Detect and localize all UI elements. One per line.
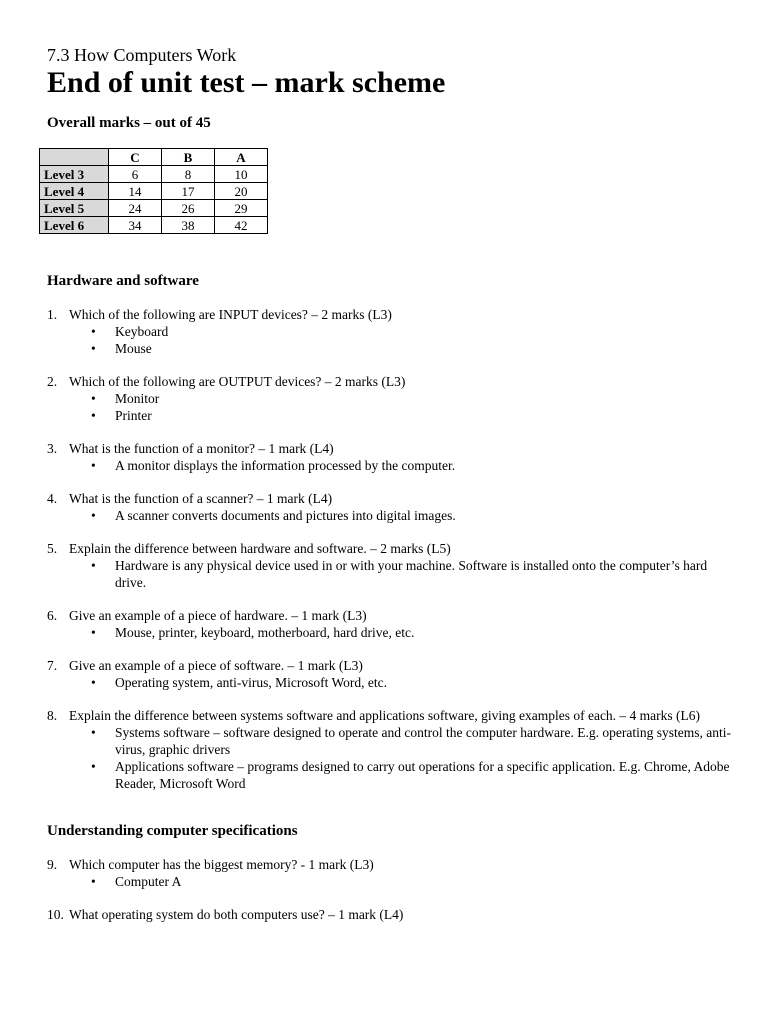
level-label: Level 3 — [40, 166, 109, 183]
question-number: 8. — [47, 708, 58, 723]
grade-cell: 8 — [162, 166, 215, 183]
answer-list — [69, 624, 737, 641]
table-row — [40, 200, 268, 217]
grade-cell: 42 — [215, 217, 268, 234]
answer-list — [69, 873, 737, 890]
level-label: Level 4 — [40, 183, 109, 200]
answer-item: • Mouse — [91, 341, 152, 356]
bullet-icon: • — [91, 558, 96, 573]
grade-cell: 29 — [215, 200, 268, 217]
bullet-icon: • — [91, 458, 96, 473]
question-item — [47, 490, 737, 524]
question-item — [47, 440, 737, 474]
question-text: Give an example of a piece of software. – 1 mark (L3) — [69, 658, 363, 673]
unit-subtitle: 7.3 How Computers Work — [47, 45, 237, 65]
bullet-icon: • — [91, 391, 96, 406]
answer-item: • Monitor — [91, 391, 160, 406]
question-list — [47, 856, 737, 923]
bullet-icon: • — [91, 759, 96, 774]
answer-item: • A monitor displays the information processed by the computer. — [91, 458, 456, 473]
question-text: What operating system do both computers use? – 1 mark (L4) — [69, 907, 404, 922]
overall-marks-heading: Overall marks – out of 45 — [47, 115, 211, 131]
answer-item: • Keyboard — [91, 324, 169, 339]
column-header-b: B — [162, 149, 215, 166]
grade-cell: 10 — [215, 166, 268, 183]
answer-list — [69, 674, 737, 691]
question-item — [47, 607, 737, 641]
grade-cell: 26 — [162, 200, 215, 217]
answer-item: • Hardware is any physical device used in or with your machine. Software is installed onto the computer’s hard drive. — [91, 558, 708, 590]
answer-item: • Operating system, anti-virus, Microsoft Word, etc. — [91, 675, 387, 690]
bullet-icon: • — [91, 675, 96, 690]
answer-list — [69, 724, 737, 792]
grade-cell: 38 — [162, 217, 215, 234]
table-row — [40, 183, 268, 200]
grade-cell: 6 — [109, 166, 162, 183]
answer-list — [69, 390, 737, 424]
level-label: Level 6 — [40, 217, 109, 234]
bullet-icon: • — [91, 625, 96, 640]
table-corner-cell — [40, 149, 109, 166]
question-number: 10. — [47, 907, 64, 922]
answer-list — [69, 557, 737, 591]
question-text: Which computer has the biggest memory? - 1 mark (L3) — [69, 857, 374, 872]
grade-cell: 34 — [109, 217, 162, 234]
answer-list — [69, 323, 737, 357]
question-item — [47, 906, 737, 923]
bullet-icon: • — [91, 341, 96, 356]
answer-item: • Applications software – programs designed to carry out operations for a specific application. E.g. Chrome, Adobe Reader, Microsoft Word — [91, 759, 730, 791]
question-number: 2. — [47, 374, 58, 389]
question-number: 9. — [47, 857, 58, 872]
answer-item: • A scanner converts documents and pictures into digital images. — [91, 508, 456, 523]
question-text: What is the function of a scanner? – 1 mark (L4) — [69, 491, 333, 506]
answer-item: • Printer — [91, 408, 152, 423]
answer-list — [69, 457, 737, 474]
question-number: 3. — [47, 441, 58, 456]
question-item — [47, 707, 737, 792]
column-header-c: C — [109, 149, 162, 166]
question-text: Explain the difference between hardware and software. – 2 marks (L5) — [69, 541, 451, 556]
bullet-icon: • — [91, 408, 96, 423]
question-item — [47, 373, 737, 424]
question-item — [47, 540, 737, 591]
bullet-icon: • — [91, 725, 96, 740]
grade-boundaries-table — [39, 148, 268, 234]
question-item — [47, 306, 737, 357]
column-header-a: A — [215, 149, 268, 166]
grade-cell: 17 — [162, 183, 215, 200]
grade-cell: 24 — [109, 200, 162, 217]
question-item — [47, 657, 737, 691]
document-page — [44, 44, 737, 923]
bullet-icon: • — [91, 324, 96, 339]
section-heading-computer-specifications: Understanding computer specifications — [47, 823, 298, 839]
table-row — [40, 166, 268, 183]
question-number: 5. — [47, 541, 58, 556]
answer-item: • Computer A — [91, 874, 182, 889]
page-title: End of unit test – mark scheme — [47, 66, 446, 99]
question-text: Give an example of a piece of hardware. – 1 mark (L3) — [69, 608, 367, 623]
table-header-row — [40, 149, 268, 166]
answer-item: • Mouse, printer, keyboard, motherboard, hard drive, etc. — [91, 625, 415, 640]
question-text: Which of the following are INPUT devices? – 2 marks (L3) — [69, 307, 392, 322]
question-number: 6. — [47, 608, 58, 623]
question-text: Which of the following are OUTPUT devices? – 2 marks (L3) — [69, 374, 406, 389]
level-label: Level 5 — [40, 200, 109, 217]
table-row — [40, 217, 268, 234]
answer-item: • Systems software – software designed to operate and control the computer hardware. E.g. operating systems, anti-virus, graphic drivers — [91, 725, 731, 757]
question-list — [47, 306, 737, 792]
bullet-icon: • — [91, 508, 96, 523]
question-number: 4. — [47, 491, 58, 506]
grade-cell: 20 — [215, 183, 268, 200]
answer-list — [69, 507, 737, 524]
grade-cell: 14 — [109, 183, 162, 200]
section-heading-hardware-software: Hardware and software — [47, 273, 199, 289]
bullet-icon: • — [91, 874, 96, 889]
question-number: 7. — [47, 658, 58, 673]
question-text: What is the function of a monitor? – 1 mark (L4) — [69, 441, 334, 456]
question-item — [47, 856, 737, 890]
question-text: Explain the difference between systems software and applications software, giving examples of each. – 4 marks (L6) — [69, 708, 701, 723]
question-number: 1. — [47, 307, 58, 322]
